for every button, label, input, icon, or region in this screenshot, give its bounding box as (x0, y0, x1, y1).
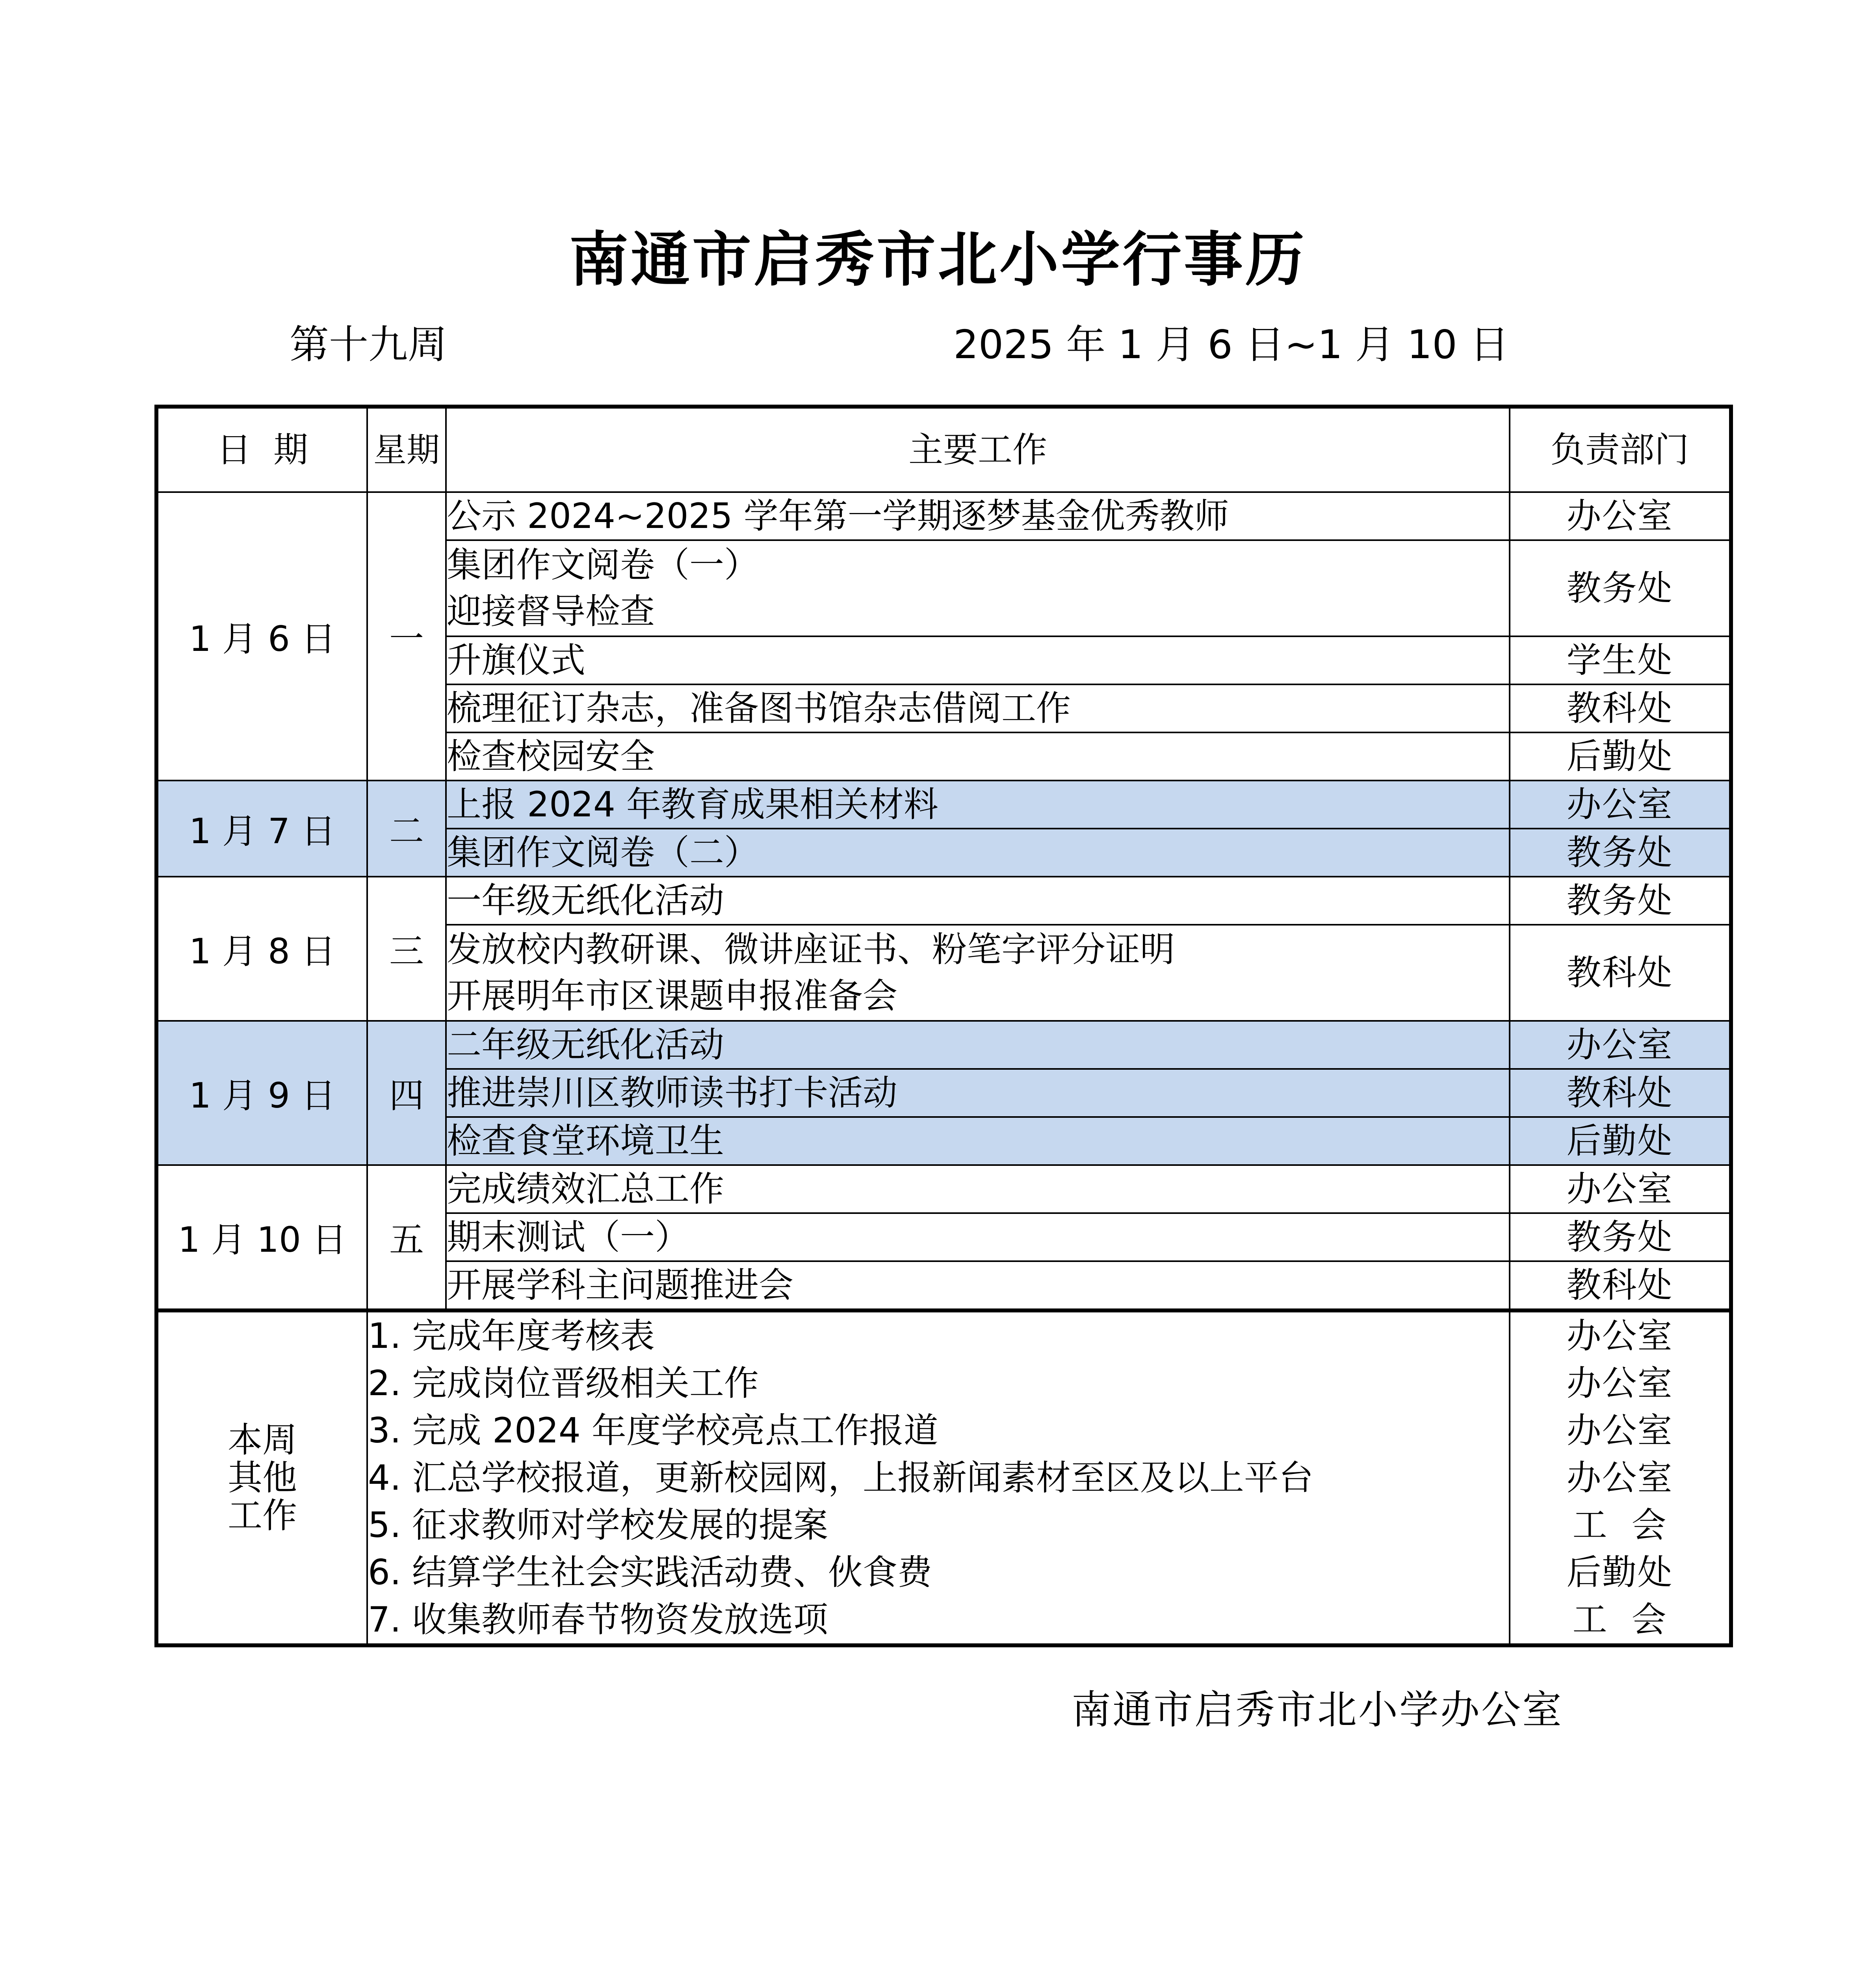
weekday-label: 二 (389, 811, 424, 851)
other-work-item: 7. 收集教师春节物资发放选项 (368, 1599, 828, 1640)
other-dept-list (1510, 1310, 1731, 1645)
other-dept-item: 后勤处 (1566, 1552, 1673, 1593)
other-label-line: 工作 (227, 1495, 297, 1536)
date-cell (156, 1165, 367, 1310)
table-row (156, 1021, 1731, 1069)
other-dept-item: 工 会 (1572, 1599, 1667, 1640)
date-cell (156, 877, 367, 1021)
work-item: 开展明年市区课题申报准备会 (447, 976, 898, 1016)
work-item: 梳理征订杂志，准备图书馆杂志借阅工作 (447, 688, 1071, 729)
work-cell (446, 636, 1510, 684)
weekday-cell (367, 1021, 446, 1165)
date-cell (156, 1021, 367, 1165)
date-label: 1 月 6 日 (189, 619, 336, 659)
work-item: 检查校园安全 (447, 736, 655, 777)
dept-cell: 办公室 (1510, 1021, 1731, 1069)
footer-signature: 南通市启秀市北小学办公室 (1072, 1687, 1563, 1733)
work-cell (446, 1069, 1510, 1117)
work-cell (446, 781, 1510, 829)
other-work-list (367, 1310, 1510, 1645)
weekday-label: 五 (389, 1219, 424, 1260)
date-cell (156, 781, 367, 877)
table-row (156, 1165, 1731, 1213)
weekday-label: 一 (389, 619, 424, 659)
other-work-item: 2. 完成岗位晋级相关工作 (368, 1363, 759, 1403)
other-work-item: 4. 汇总学校报道，更新校园网，上报新闻素材至区及以上平台 (368, 1457, 1313, 1498)
work-item: 公示 2024~2025 学年第一学期逐梦基金优秀教师 (447, 496, 1229, 536)
other-dept-item: 办公室 (1566, 1363, 1673, 1403)
dept-cell: 办公室 (1510, 781, 1731, 829)
other-work-item: 5. 征求教师对学校发展的提案 (368, 1505, 828, 1545)
work-item: 开展学科主问题推进会 (447, 1265, 794, 1305)
work-item: 推进崇川区教师读书打卡活动 (447, 1072, 898, 1113)
week-label: 第十九周 (290, 322, 447, 368)
dept-cell: 教务处 (1510, 1213, 1731, 1261)
work-cell (446, 492, 1510, 540)
work-cell (446, 684, 1510, 732)
other-work-item: 1. 完成年度考核表 (368, 1316, 655, 1356)
header-weekday-label: 星期 (373, 431, 440, 469)
work-cell (446, 1213, 1510, 1261)
work-cell (446, 1165, 1510, 1213)
weekday-cell (367, 492, 446, 781)
weekday-label: 三 (389, 931, 424, 972)
work-item: 期末测试（一） (447, 1217, 690, 1257)
header-weekday (367, 407, 446, 492)
other-label-line: 其他 (227, 1457, 297, 1498)
header-date: 日 期 (156, 407, 367, 492)
other-label-line: 本周 (227, 1420, 297, 1460)
page-title: 南通市启秀市北小学行事历 (569, 226, 1307, 294)
dept-cell: 教科处 (1510, 1069, 1731, 1117)
dept-cell: 学生处 (1510, 636, 1731, 684)
dept-cell: 后勤处 (1510, 732, 1731, 781)
dept-cell: 教科处 (1510, 925, 1731, 1021)
table-header-row (156, 407, 1731, 492)
dept-cell: 办公室 (1510, 1165, 1731, 1213)
table-row (156, 492, 1731, 540)
work-cell (446, 732, 1510, 781)
other-dept-item: 办公室 (1566, 1457, 1673, 1498)
other-work-item: 6. 结算学生社会实践活动费、伙食费 (368, 1552, 932, 1593)
work-item: 发放校内教研课、微讲座证书、粉笔字评分证明 (447, 929, 1175, 970)
other-work-row (156, 1310, 1731, 1645)
dept-cell: 教务处 (1510, 540, 1731, 636)
header-main-work: 主要工作 (446, 407, 1510, 492)
other-work-label (156, 1310, 367, 1645)
work-item: 升旗仪式 (447, 640, 586, 680)
date-range: 2025 年 1 月 6 日~1 月 10 日 (953, 322, 1509, 368)
dept-cell: 教务处 (1510, 877, 1731, 925)
weekday-cell (367, 781, 446, 877)
weekday-label: 四 (389, 1075, 424, 1116)
work-item: 一年级无纸化活动 (447, 880, 724, 921)
work-item: 集团作文阅卷（二） (447, 832, 759, 873)
work-cell (446, 877, 1510, 925)
date-label: 1 月 8 日 (189, 931, 336, 972)
work-cell (446, 925, 1510, 1021)
work-item: 二年级无纸化活动 (447, 1024, 724, 1065)
work-cell (446, 1261, 1510, 1310)
date-label: 1 月 10 日 (178, 1219, 347, 1260)
weekday-cell (367, 877, 446, 1021)
dept-cell: 后勤处 (1510, 1117, 1731, 1165)
calendar-body (156, 492, 1731, 1645)
work-item: 迎接督导检查 (447, 591, 655, 632)
date-label: 1 月 9 日 (189, 1075, 336, 1116)
weekday-cell (367, 1165, 446, 1310)
dept-cell: 教科处 (1510, 684, 1731, 732)
work-cell (446, 1021, 1510, 1069)
other-dept-item: 办公室 (1566, 1410, 1673, 1451)
work-cell (446, 1117, 1510, 1165)
work-cell (446, 829, 1510, 877)
work-item: 完成绩效汇总工作 (447, 1169, 724, 1209)
other-dept-item: 工 会 (1572, 1505, 1667, 1545)
work-cell (446, 540, 1510, 636)
other-work-item: 3. 完成 2024 年度学校亮点工作报道 (368, 1410, 938, 1451)
other-dept-item: 办公室 (1566, 1316, 1673, 1356)
dept-cell: 办公室 (1510, 492, 1731, 540)
table-row (156, 877, 1731, 925)
table-row (156, 781, 1731, 829)
work-item: 集团作文阅卷（一） (447, 545, 759, 585)
work-item: 检查食堂环境卫生 (447, 1121, 724, 1161)
work-item: 上报 2024 年教育成果相关材料 (447, 784, 938, 825)
calendar-table (154, 405, 1733, 1647)
dept-cell: 教务处 (1510, 829, 1731, 877)
date-label: 1 月 7 日 (189, 811, 336, 851)
header-dept: 负责部门 (1510, 407, 1731, 492)
dept-cell: 教科处 (1510, 1261, 1731, 1310)
date-cell (156, 492, 367, 781)
